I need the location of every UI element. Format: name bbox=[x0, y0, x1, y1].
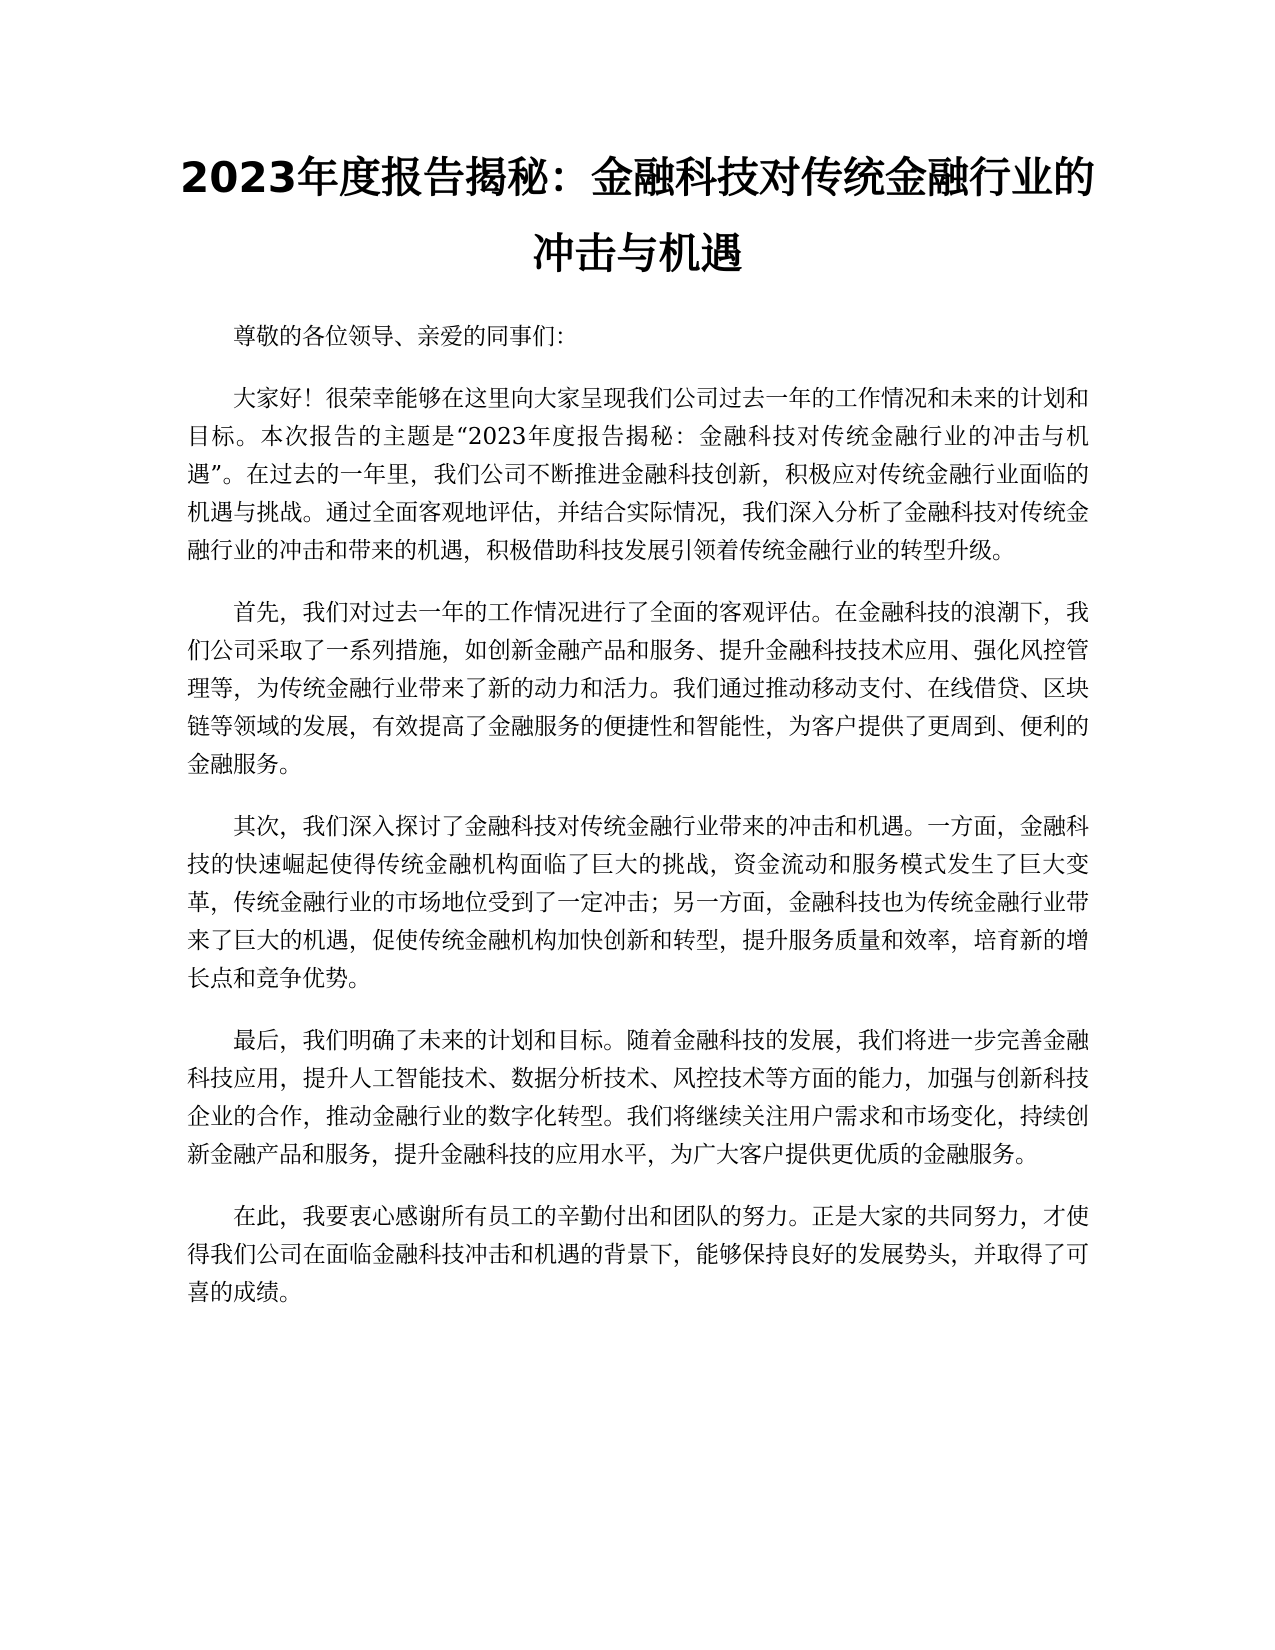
paragraph-review: 首先，我们对过去一年的工作情况进行了全面的客观评估。在金融科技的浪潮下，我们公司采取了一系列措施，如创新金融产品和服务、提升金融科技技术应用、强化风控管理等，为传统金融行业带来了新的动力和活力。我们通过推动移动支付、在线借贷、区块链等领域的发展，有效提高了金融服务的便捷性和智能性，为客户提供了更周到、便利的金融服务。 bbox=[187, 600, 1089, 778]
paragraph-plans: 最后，我们明确了未来的计划和目标。随着金融科技的发展，我们将进一步完善金融科技应用，提升人工智能技术、数据分析技术、风控技术等方面的能力，加强与创新科技企业的合作，推动金融行业的数字化转型。我们将继续关注用户需求和市场变化，持续创新金融产品和服务，提升金融科技的应用水平，为广大客户提供更优质的金融服务。 bbox=[187, 1028, 1089, 1168]
document-body bbox=[187, 318, 1089, 1336]
paragraph-salutation: 尊敬的各位领导、亲爱的同事们： bbox=[233, 324, 578, 350]
paragraph-introduction: 大家好！很荣幸能够在这里向大家呈现我们公司过去一年的工作情况和未来的计划和目标。本次报告的主题是“2023年度报告揭秘：金融科技对传统金融行业的冲击与机遇”。在过去的一年里，我们公司不断推进金融科技创新，积极应对传统金融行业面临的机遇与挑战。通过全面客观地评估，并结合实际情况，我们深入分析了金融科技对传统金融行业的冲击和带来的机遇，积极借助科技发展引领着传统金融行业的转型升级。 bbox=[187, 386, 1089, 564]
paragraph-thanks: 在此，我要衷心感谢所有员工的辛勤付出和团队的努力。正是大家的共同努力，才使得我们公司在面临金融科技冲击和机遇的背景下，能够保持良好的发展势头，并取得了可喜的成绩。 bbox=[187, 1204, 1089, 1306]
document-title: 2023年度报告揭秘：金融科技对传统金融行业的冲击与机遇 bbox=[180, 153, 1095, 278]
paragraph-analysis: 其次，我们深入探讨了金融科技对传统金融行业带来的冲击和机遇。一方面，金融科技的快速崛起使得传统金融机构面临了巨大的挑战，资金流动和服务模式发生了巨大变革，传统金融行业的市场地位受到了一定冲击；另一方面，金融科技也为传统金融行业带来了巨大的机遇，促使传统金融机构加快创新和转型，提升服务质量和效率，培育新的增长点和竞争优势。 bbox=[187, 814, 1089, 992]
